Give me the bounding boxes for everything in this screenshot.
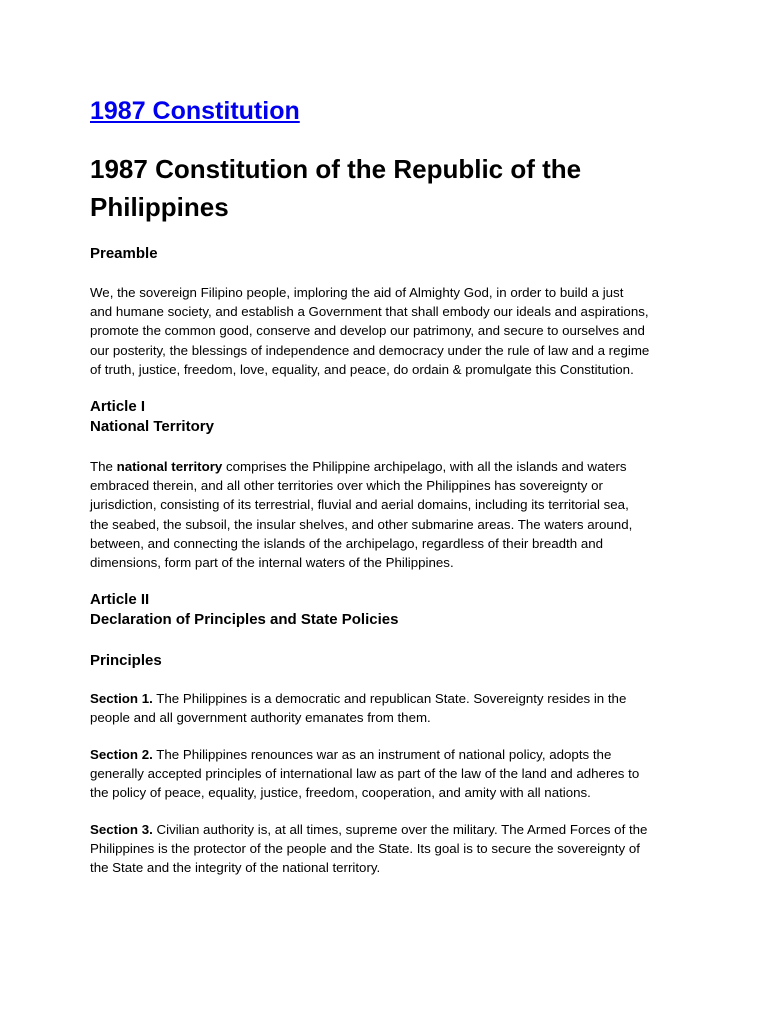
preamble-line: of truth, justice, freedom, love, equality, and peace, do ordain & promulgate this Constitution. xyxy=(90,361,634,377)
section-2-line: generally accepted principles of international law as part of the law of the land and adheres to xyxy=(90,766,640,782)
article-1-line: dimensions, form part of the internal waters of the Philippines. xyxy=(90,555,454,571)
section-1-paragraph xyxy=(90,689,686,727)
section-3-line: Philippines is the protector of the people and the State. Its goal is to secure the sovereignty of xyxy=(90,841,640,857)
section-2-line: the policy of peace, equality, justice, freedom, cooperation, and amity with all nations. xyxy=(90,785,591,801)
article-1-line: jurisdiction, consisting of its terrestrial, fluvial and aerial domains, including its territorial sea, xyxy=(90,497,629,513)
preamble-line: our posterity, the blessings of independence and democracy under the rule of law and a regime xyxy=(90,342,650,358)
article-1-line: the seabed, the subsoil, the insular shelves, and other submarine areas. The waters around, xyxy=(90,516,633,532)
section-2-text: The Philippines renounces war as an instrument of national policy, adopts the xyxy=(152,747,612,762)
document-title: 1987 Constitution of the Republic of the Philippines xyxy=(90,154,582,222)
section-3-text: Civilian authority is, at all times, supreme over the military. The Armed Forces of the xyxy=(152,822,648,837)
section-1-text: The Philippines is a democratic and republican State. Sovereignty resides in the xyxy=(152,691,627,706)
section-2-paragraph xyxy=(90,745,686,803)
principles-heading: Principles xyxy=(90,652,162,669)
section-1-first-line xyxy=(90,689,686,708)
article-2-number: Article II xyxy=(90,591,150,608)
preamble-paragraph xyxy=(90,283,686,379)
preamble-line: and humane society, and establish a Government that shall embody our ideals and aspirations, xyxy=(90,304,649,320)
article-1-paragraph xyxy=(90,457,686,572)
section-3-paragraph xyxy=(90,820,686,878)
constitution-link[interactable]: 1987 Constitution xyxy=(90,97,300,125)
article-1-line: between, and connecting the islands of the archipelago, regardless of their breadth and xyxy=(90,535,604,551)
national-territory-term: national territory xyxy=(116,459,223,474)
preamble-heading: Preamble xyxy=(90,245,158,262)
article-1-first-line xyxy=(90,457,686,476)
section-2-label: Section 2. xyxy=(90,747,153,762)
section-1-label: Section 1. xyxy=(90,691,153,706)
article-1-line: embraced therein, and all other territories over which the Philippines has sovereignty or xyxy=(90,478,603,494)
article-1-line-lead: The xyxy=(90,459,117,474)
section-3-first-line xyxy=(90,820,686,839)
article-2-name: Declaration of Principles and State Policies xyxy=(90,611,399,628)
section-3-label: Section 3. xyxy=(90,822,153,837)
article-1-name: National Territory xyxy=(90,418,214,435)
section-3-line: the State and the integrity of the national territory. xyxy=(90,860,381,876)
article-1-number: Article I xyxy=(90,398,146,415)
section-1-line: people and all government authority emanates from them. xyxy=(90,710,431,726)
preamble-line: We, the sovereign Filipino people, imploring the aid of Almighty God, in order to build a just xyxy=(90,285,624,300)
article-1-line-rest: comprises the Philippine archipelago, with all the islands and waters xyxy=(222,459,627,474)
preamble-line: promote the common good, conserve and develop our patrimony, and secure to ourselves and xyxy=(90,323,645,339)
section-2-first-line xyxy=(90,745,686,764)
